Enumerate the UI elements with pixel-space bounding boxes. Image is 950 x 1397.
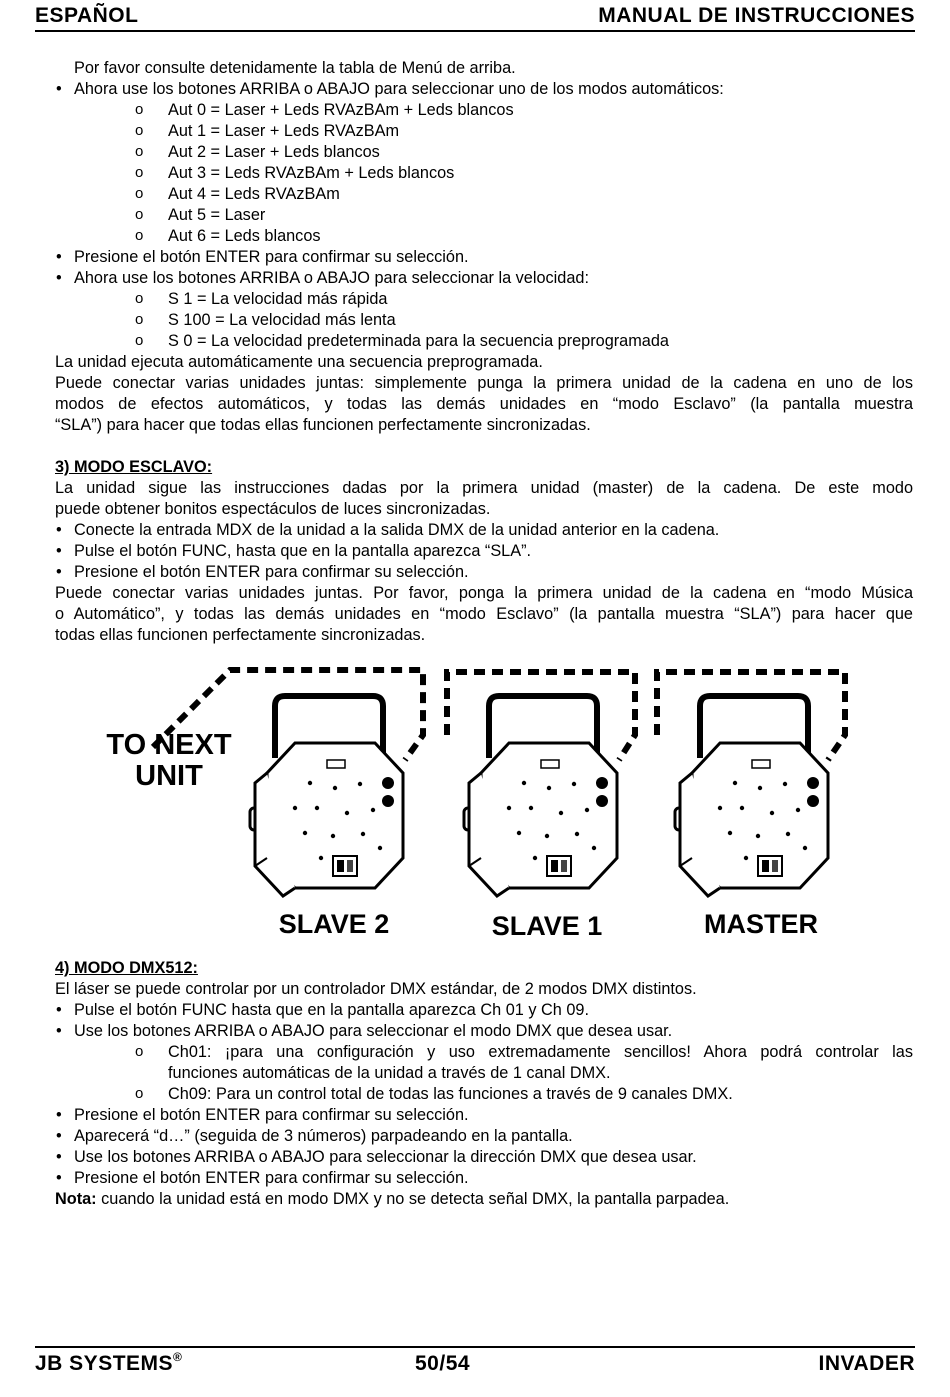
registered-mark: ® (173, 1350, 183, 1364)
slave-1-label: SLAVE 1 (491, 911, 603, 941)
footer-product: INVADER (818, 1352, 915, 1375)
page-footer (35, 1346, 915, 1380)
footer-page-number: 50/54 (415, 1352, 471, 1375)
slave-2-label: SLAVE 2 (278, 909, 390, 939)
dmx-bullet: • Presione el botón ENTER para confirmar su selección. (55, 1168, 913, 1189)
slave-bullet: • Presione el botón ENTER para confirmar su selección. (55, 562, 913, 583)
auto-speed-bullet: • Ahora use los botones ARRIBA o ABAJO para seleccionar la velocidad: (55, 268, 913, 289)
dmx-func-bullet: • Pulse el botón FUNC hasta que en la pantalla aparezca Ch 01 y Ch 09. (55, 1000, 913, 1021)
dmx-intro: El láser se puede controlar por un controlador DMX estándar, de 2 modos DMX distintos. (55, 980, 697, 998)
page-header (35, 4, 915, 32)
slave-bullet: • Conecte la entrada MDX de la unidad a la salida DMX de la unidad anterior en la cadena. (55, 520, 913, 541)
header-language: ESPAÑOL (35, 4, 139, 27)
dmx-select-bullet: • Use los botones ARRIBA o ABAJO para seleccionar el modo DMX que desea usar. (55, 1021, 913, 1042)
page-content (55, 58, 913, 1210)
dmx-chain-diagram (55, 660, 913, 950)
auto-paragraph-2-line-2: modos de efectos automáticos, y todas las demás unidades en “modo Esclavo” (la pantalla muestra (55, 395, 913, 413)
slave-section-title: 3) MODO ESCLAVO: (55, 458, 213, 476)
note-text: cuando la unidad está en modo DMX y no se detecta señal DMX, la pantalla parpadea. (96, 1190, 730, 1208)
note-label: Nota: (55, 1190, 97, 1208)
auto-paragraph-2-line-1: Puede conectar varias unidades juntas: simplemente punga la primera unidad de la cadena en uno de los (55, 374, 913, 392)
auto-mode-item: o Aut 0 = Laser + Leds RVAzBAm + Leds blancos (55, 100, 913, 121)
auto-mode-item: o Aut 6 = Leds blancos (55, 226, 913, 247)
dmx-ch01-line-2: funciones automáticas de la unidad a través de 1 canal DMX. (168, 1064, 611, 1082)
auto-modes-bullet: • Ahora use los botones ARRIBA o ABAJO para seleccionar uno de los modos automáticos: (55, 79, 913, 100)
slave-paragraph-1-line-2: puede obtener bonitos espectáculos de luces sincronizadas. (55, 500, 491, 518)
slave-paragraph-2-line-1: Puede conectar varias unidades juntas. Por favor, ponga la primera unidad de la cadena en “modo Música (55, 584, 913, 602)
auto-paragraph-1: La unidad ejecuta automáticamente una secuencia preprogramada. (55, 353, 543, 371)
auto-paragraph-2-line-3: “SLA”) para hacer que todas ellas funcionen perfectamente sincronizadas. (55, 416, 591, 434)
auto-mode-item: o Aut 4 = Leds RVAzBAm (55, 184, 913, 205)
auto-enter-bullet: • Presione el botón ENTER para confirmar su selección. (55, 247, 913, 268)
dmx-note (55, 1189, 913, 1210)
to-next-unit-label-2: UNIT (135, 760, 203, 792)
slave-paragraph-2-line-3: todas ellas funcionen perfectamente sincronizadas. (55, 626, 426, 644)
auto-mode-item: o Aut 1 = Laser + Leds RVAzBAm (55, 121, 913, 142)
speed-item: o S 100 = La velocidad más lenta (55, 310, 913, 331)
slave-paragraph-2-line-2: o Automático”, y todas las demás unidades en “modo Esclavo” (la pantalla muestra “SLA”) para hacer que (55, 605, 913, 623)
dmx-ch09: o Ch09: Para un control total de todas las funciones a través de 9 canales DMX. (55, 1084, 913, 1105)
auto-intro: Por favor consulte detenidamente la tabla de Menú de arriba. (74, 59, 516, 77)
auto-mode-item: o Aut 2 = Laser + Leds blancos (55, 142, 913, 163)
slave-paragraph-1-line-1: La unidad sigue las instrucciones dadas por la primera unidad (master) de la cadena. De este modo (55, 479, 913, 497)
slave-bullet: • Pulse el botón FUNC, hasta que en la pantalla aparezca “SLA”. (55, 541, 913, 562)
speed-item: o S 1 = La velocidad más rápida (55, 289, 913, 310)
dmx-section-title: 4) MODO DMX512: (55, 959, 198, 977)
dmx-bullet: • Aparecerá “d…” (seguida de 3 números) parpadeando en la pantalla. (55, 1126, 913, 1147)
speed-item: o S 0 = La velocidad predeterminada para la secuencia preprogramada (55, 331, 913, 352)
dmx-ch01-line-1: o Ch01: ¡para una configuración y uso extremadamente sencillos! Ahora podrá controlar las (55, 1042, 913, 1063)
footer-brand (35, 1352, 182, 1376)
dmx-bullet: • Presione el botón ENTER para confirmar su selección. (55, 1105, 913, 1126)
master-label: MASTER (704, 909, 818, 939)
auto-mode-item: o Aut 5 = Laser (55, 205, 913, 226)
header-title: MANUAL DE INSTRUCCIONES (598, 4, 915, 27)
to-next-unit-label: TO NEXT (106, 729, 232, 761)
auto-mode-item: o Aut 3 = Leds RVAzBAm + Leds blancos (55, 163, 913, 184)
footer-brand-name: JB SYSTEMS (35, 1352, 174, 1375)
dmx-bullet: • Use los botones ARRIBA o ABAJO para seleccionar la dirección DMX que desea usar. (55, 1147, 913, 1168)
